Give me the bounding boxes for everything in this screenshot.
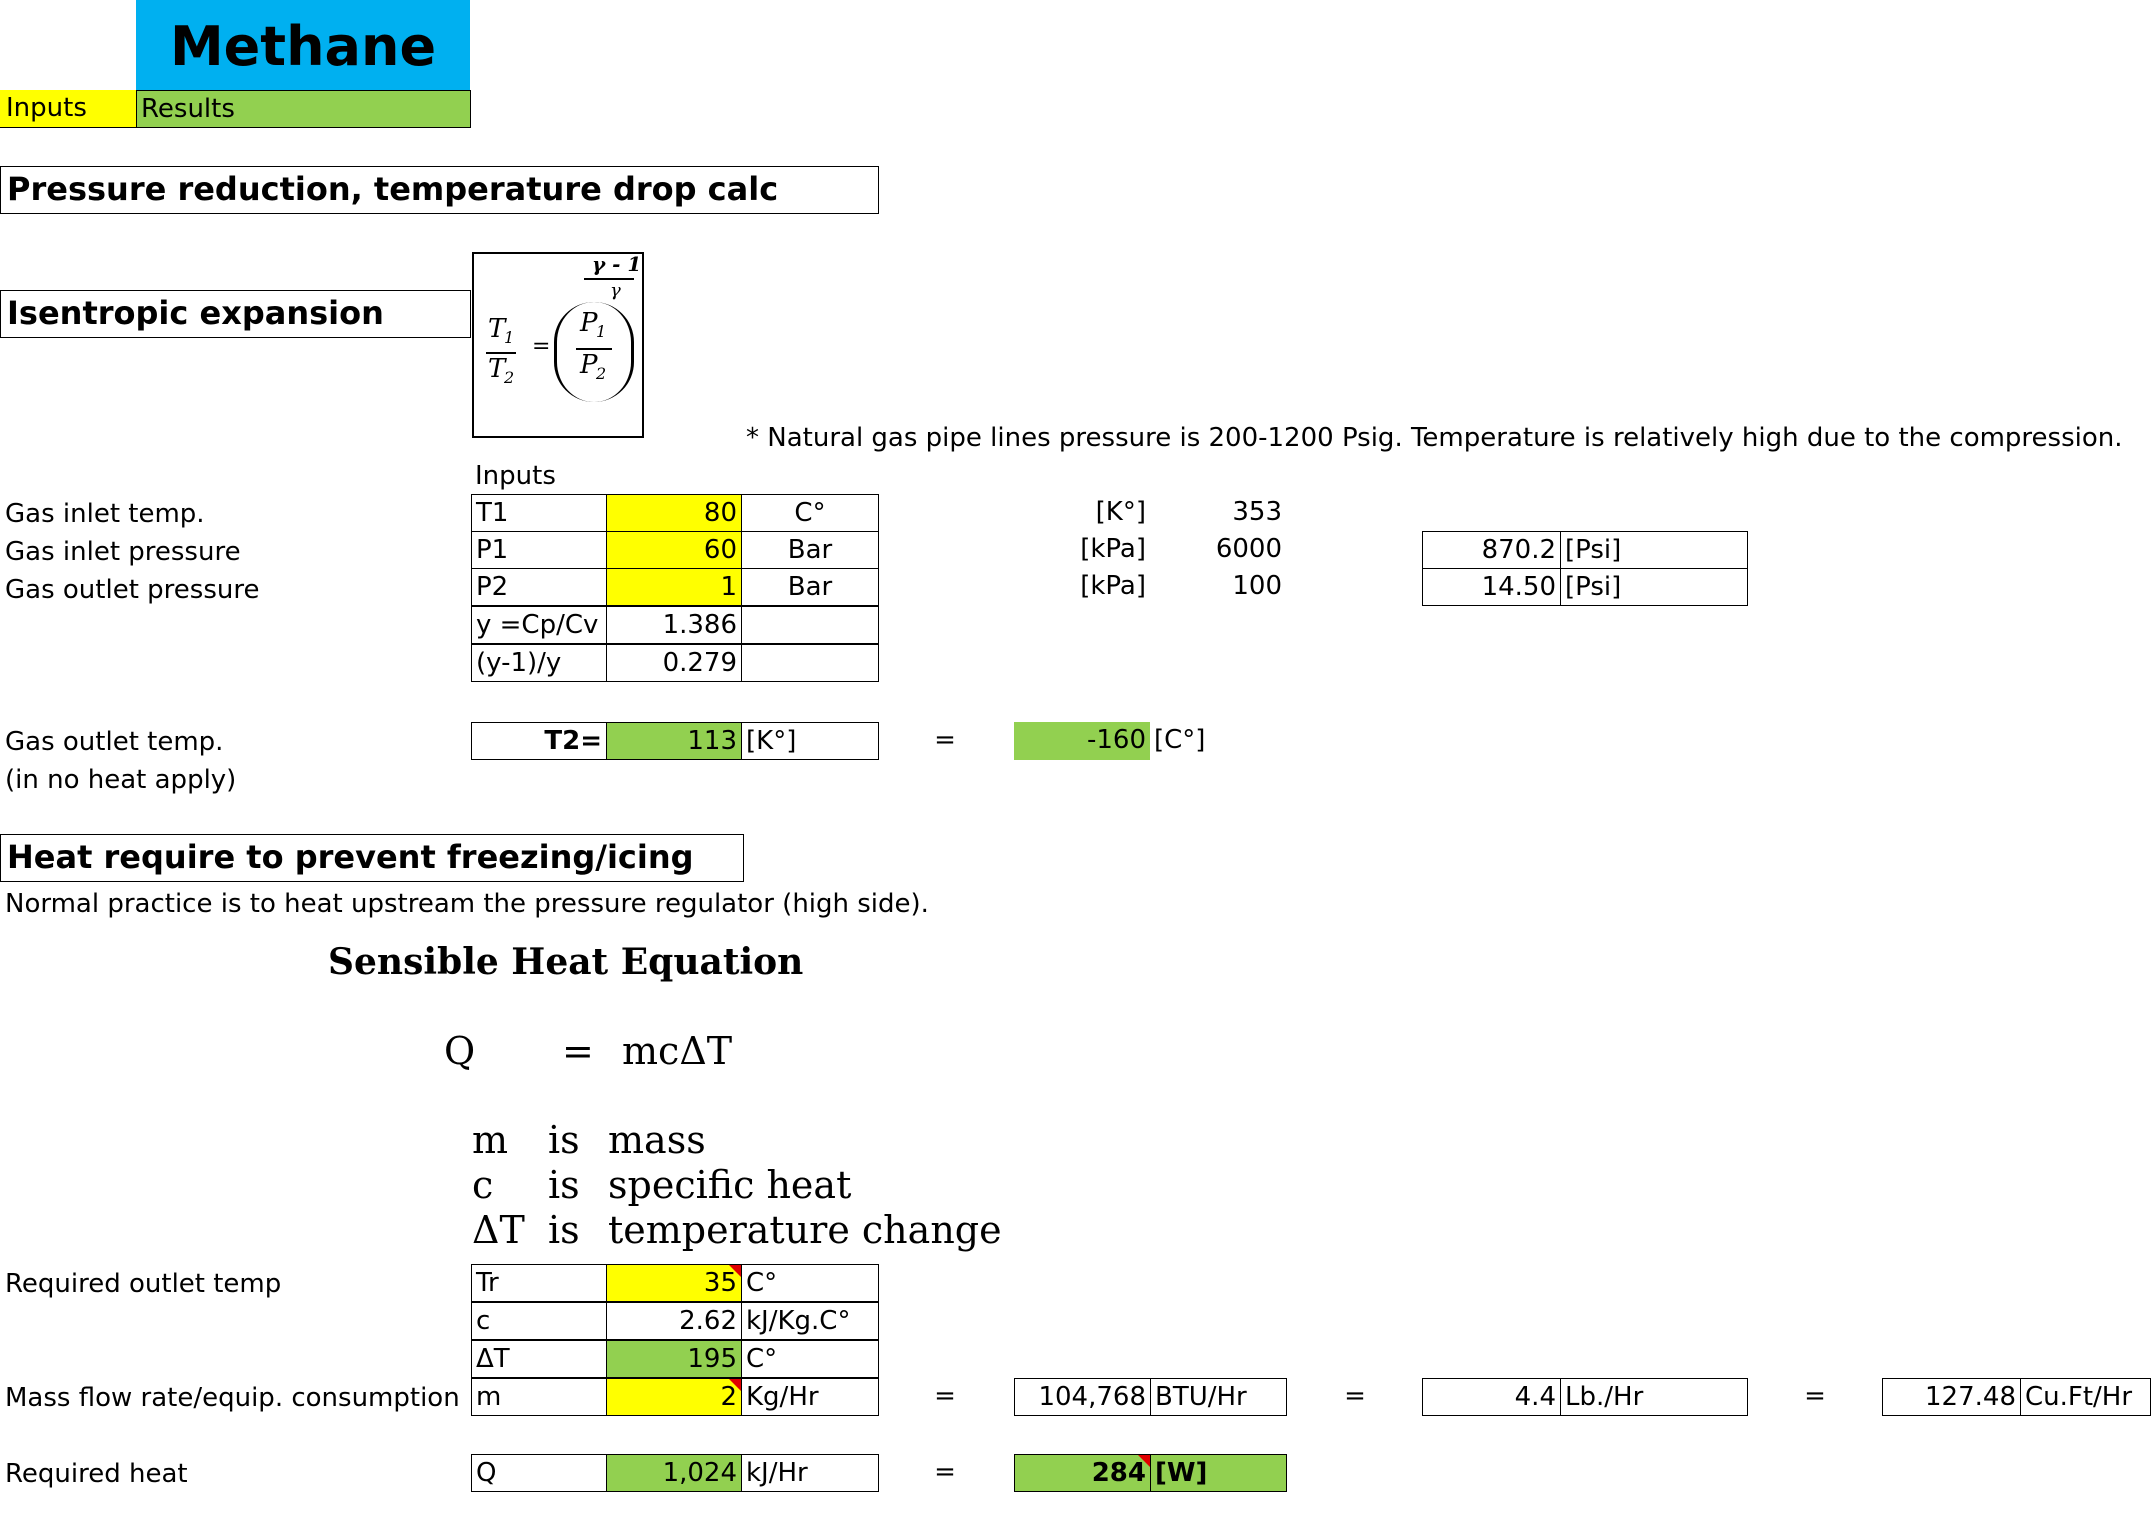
formula-t2-sub: 2 [504, 368, 515, 387]
watt-value: 284 [1014, 1454, 1151, 1492]
m-equals-2: = [1344, 1381, 1366, 1411]
m-equals-1: = [934, 1381, 956, 1411]
label-required-outlet-temp: Required outlet temp [5, 1269, 282, 1299]
formula-t1: T [488, 314, 506, 344]
inputs-header: Inputs [475, 461, 556, 491]
t2-celsius-unit: [C°] [1154, 725, 1206, 755]
formula-equals: = [532, 334, 551, 359]
sensible-rhs: mcΔT [622, 1029, 733, 1073]
t2-value: 113 [606, 722, 742, 760]
q-name: Q [471, 1454, 607, 1492]
label-gas-outlet-temp: Gas outlet temp. [5, 727, 224, 757]
sensible-row-dt: ΔT is temperature change [472, 1208, 1002, 1252]
formula-p2: P [580, 350, 598, 380]
section-heat-note: Normal practice is to heat upstream the pressure regulator (high side). [5, 889, 929, 919]
p1-psi-unit: [Psi] [1560, 531, 1748, 569]
p2-psi-value: 14.50 [1422, 568, 1561, 606]
isentropic-formula [472, 252, 644, 438]
sensible-row-c: c is specific heat [472, 1163, 852, 1207]
section-isentropic: Isentropic expansion [0, 290, 471, 338]
formula-exp-num: γ - 1 [592, 252, 642, 276]
gamma-name: y =Cp/Cv [471, 606, 607, 644]
sensible-equals: = [562, 1029, 594, 1073]
tr-unit: C° [741, 1264, 879, 1302]
p1-input[interactable]: 60 [606, 531, 742, 569]
t2-name: T2= [471, 722, 607, 760]
p2-name: P2 [471, 568, 607, 606]
q-unit: kJ/Hr [741, 1454, 879, 1492]
legend-results: Results [136, 90, 471, 128]
formula-p2-sub: 2 [596, 364, 607, 383]
m-input[interactable]: 2 [606, 1378, 742, 1416]
m-equals-3: = [1804, 1381, 1826, 1411]
p1-psi-value: 870.2 [1422, 531, 1561, 569]
p2-unit: Bar [741, 568, 879, 606]
c-name: c [471, 1302, 607, 1340]
cuft-unit: Cu.Ft/Hr [2020, 1378, 2151, 1416]
t1-input[interactable]: 80 [606, 494, 742, 532]
m-name: m [471, 1378, 607, 1416]
cuft-value: 127.48 [1882, 1378, 2021, 1416]
sensible-legend [472, 1118, 1002, 1253]
p1-kpa-unit: [kPa] [1080, 534, 1146, 564]
lb-value: 4.4 [1422, 1378, 1561, 1416]
dt-unit: C° [741, 1340, 879, 1378]
c-value: 2.62 [606, 1302, 742, 1340]
tr-input[interactable]: 35 [606, 1264, 742, 1302]
gamma-exp-empty [741, 644, 879, 682]
btu-unit: BTU/Hr [1150, 1378, 1287, 1416]
t2-equals: = [934, 725, 956, 755]
p2-kpa-value: 100 [1232, 571, 1282, 601]
formula-t2: T [488, 354, 506, 384]
tr-name: Tr [471, 1264, 607, 1302]
dt-value: 195 [606, 1340, 742, 1378]
formula-t1-sub: 1 [504, 328, 515, 347]
legend-inputs: Inputs [0, 90, 136, 128]
formula-exp-line [584, 278, 634, 280]
p2-kpa-unit: [kPa] [1080, 571, 1146, 601]
p1-unit: Bar [741, 531, 879, 569]
p2-input[interactable]: 1 [606, 568, 742, 606]
m-unit: Kg/Hr [741, 1378, 879, 1416]
t2-unit: [K°] [741, 722, 879, 760]
gamma-exp-name: (y-1)/y [471, 644, 607, 682]
c-unit: kJ/Kg.C° [741, 1302, 879, 1340]
formula-p1: P [580, 308, 598, 338]
sensible-row-m: m is mass [472, 1118, 706, 1162]
label-no-heat: (in no heat apply) [5, 765, 237, 795]
t1-name: T1 [471, 494, 607, 532]
t1-unit: C° [741, 494, 879, 532]
q-value: 1,024 [606, 1454, 742, 1492]
p1-name: P1 [471, 531, 607, 569]
btu-value: 104,768 [1014, 1378, 1151, 1416]
p1-kpa-value: 6000 [1215, 534, 1282, 564]
pipeline-note: * Natural gas pipe lines pressure is 200-1200 Psig. Temperature is relatively high due to the compression. [746, 423, 2123, 453]
formula-p1-sub: 1 [596, 322, 607, 341]
sensible-q: Q [444, 1029, 476, 1073]
gamma-value: 1.386 [606, 606, 742, 644]
label-required-heat: Required heat [5, 1459, 188, 1489]
label-gas-inlet-temp: Gas inlet temp. [5, 499, 205, 529]
label-gas-outlet-pressure: Gas outlet pressure [5, 575, 260, 605]
page-title: Methane [169, 15, 437, 78]
sensible-heat-title: Sensible Heat Equation [328, 941, 804, 983]
formula-exp-den: γ [610, 280, 621, 301]
lb-unit: Lb./Hr [1560, 1378, 1748, 1416]
section-pressure-reduction: Pressure reduction, temperature drop calc [0, 166, 879, 214]
section-heat-required: Heat require to prevent freezing/icing [0, 834, 744, 882]
gamma-empty [741, 606, 879, 644]
gamma-exp-value: 0.279 [606, 644, 742, 682]
q-equals: = [934, 1457, 956, 1487]
dt-name: ΔT [471, 1340, 607, 1378]
t1-kelvin-value: 353 [1232, 497, 1282, 527]
p2-psi-unit: [Psi] [1560, 568, 1748, 606]
t2-celsius-value: -160 [1014, 722, 1150, 760]
t1-kelvin-unit: [K°] [1095, 497, 1146, 527]
label-gas-inlet-pressure: Gas inlet pressure [5, 537, 241, 567]
label-mass-flow: Mass flow rate/equip. consumption [5, 1383, 460, 1413]
watt-unit: [W] [1150, 1454, 1287, 1492]
